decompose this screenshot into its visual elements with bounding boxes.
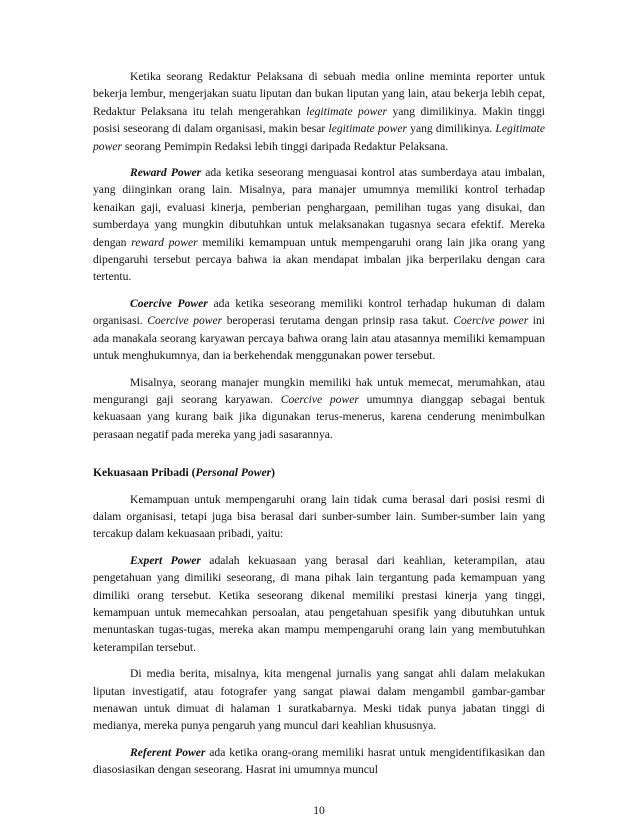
paragraph — [93, 552, 545, 656]
paragraph — [93, 491, 545, 543]
paragraph — [93, 374, 545, 444]
paragraph — [93, 744, 545, 779]
text-run: adalah kekuasaan yang berasal dari keahlian, keterampilan, atau pengetahuan yang dimiliki seseorang, di mana pihak lain tergantung pada kemampuan yang dimiliki orang tersebut. Ketika seseorang dikenal memiliki prestasi kinerja yang tinggi, kemampuan untuk memecahkan persoalan, atau pengetahuan spesifik yang dibutuhkan untuk menuntaskan tugas-tugas, mereka akan mampu mempengaruhi orang lain yang membutuhkan keterampilan tersebut. — [93, 553, 545, 654]
text-run: yang dimilikinya. — [407, 122, 496, 136]
text-run: Coercive power — [147, 314, 223, 328]
text-run: legitimate power — [328, 122, 407, 136]
text-run: Coercive power — [453, 314, 529, 328]
heading-main: Kekuasaan Pribadi ( — [93, 466, 196, 480]
text-run: Kemampuan untuk mempengaruhi orang lain tidak cuma berasal dari posisi resmi di dalam organisasi, tetapi juga bisa berasal dari sunber-sumber lain. Sumber-sumber lain yang tercakup dalam kekuasaan pribadi, yaitu: — [93, 492, 545, 541]
paragraph — [93, 665, 545, 735]
text-run: Expert Power — [130, 553, 201, 567]
text-run: ada ketika seseorang memiliki kontrol terhadap hukuman di dalam organisasi. — [93, 296, 546, 328]
text-run: Legitimate power — [93, 122, 546, 153]
text-run: Coercive power — [280, 392, 359, 406]
paragraph — [93, 164, 545, 286]
text-run: umumnya dianggap sebagai bentuk kekuasaan yang kurang baik jika digunakan terus-menerus, karena cenderung menimbulkan perasaan negatif pada mereka yang jadi sasarannya. — [93, 392, 545, 441]
section-position-power — [93, 68, 545, 443]
text-run: seorang Pemimpin Redaksi lebih tinggi daripada Redaktur Pelaksana. — [121, 139, 449, 153]
text-run: Reward Power — [130, 166, 202, 180]
text-run: Coercive Power — [130, 296, 208, 310]
page-body — [93, 68, 545, 788]
text-run: memiliki kemampuan untuk mempengaruhi orang lain jika orang yang dipengaruhi tersebut percaya bahwa ia akan mendapat imbalan jika berperilaku dengan cara tertentu. — [93, 235, 545, 284]
heading-end: ) — [271, 466, 275, 480]
text-run: Ketika seorang Redaktur Pelaksana di sebuah media online meminta reporter untuk bekerja lembur, mengerjakan suatu liputan dan bukan liputan yang lain, atau bekerja lebih cepat, Redaktur Pelaksana itu telah mengerahkan — [93, 70, 545, 118]
text-run: reward power — [131, 235, 198, 249]
paragraph — [93, 68, 545, 155]
text-run: Referent Power — [130, 745, 206, 759]
page-number: 10 — [313, 804, 325, 817]
text-run: ada ketika orang-orang memiliki hasrat untuk mengidentifikasikan dan diasosiasikan dengan seseorang. Hasrat ini umumnya muncul — [93, 745, 545, 777]
paragraph — [93, 295, 545, 365]
heading-italic: Personal Power — [195, 466, 272, 480]
section-personal-power — [93, 491, 545, 779]
text-run: Misalnya, seorang manajer mungkin memiliki hak untuk memecat, merumahkan, atau mengurangi gaji seorang karyawan. — [93, 375, 545, 406]
text-run: Di media berita, misalnya, kita mengenal jurnalis yang sangat ahli dalam melakukan liputan investigatif, atau fotografer yang sangat piawai dalam mengambil gambar-gambar menawan untuk dimuat di halaman 1 suratkabarnya. Meski tidak punya jabatan tinggi di medianya, mereka punya pengaruh yang muncul dari keahlian khususnya. — [93, 667, 545, 733]
text-run: legitimate power — [306, 104, 388, 118]
text-run: yang dimilikinya. Makin tinggi posisi seseorang di dalam organisasi, makin besar — [93, 104, 545, 136]
text-run: beroperasi terutama dengan prinsip rasa takut. — [222, 314, 454, 328]
text-run: ada ketika seseorang menguasai kontrol atas sumberdaya atau imbalan, yang diinginkan orang lain. Misalnya, para manajer umumnya memiliki kontrol terhadap kenaikan gaji, evaluasi kinerja, pemberian penghargaan, pemilihan tugas yang disukai, dan sumberdaya yang mungkin dibutuhkan untuk melaksanakan tugasnya secara efektif. Mereka dengan — [93, 166, 545, 249]
text-run: ini ada manakala seorang karyawan percaya bahwa orang lain atau atasannya memiliki kemampuan untuk menghukumnya, dan ia berkehendak menggunakan power tersebut. — [93, 314, 545, 363]
heading-personal-power — [93, 464, 545, 481]
